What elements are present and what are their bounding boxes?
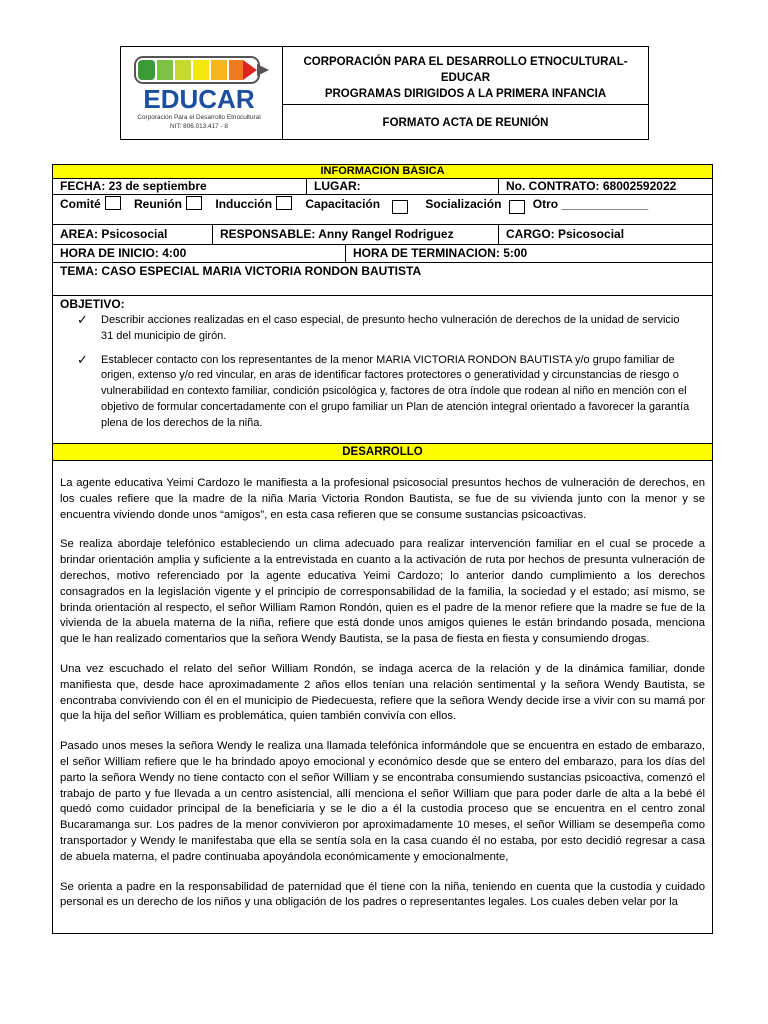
checkmark-icon: ✓ (77, 312, 88, 327)
induccion-checkbox[interactable] (276, 196, 292, 210)
development-paragraph: Se realiza abordaje telefónico estableciendo un clima adecuado para realizar intervención familiar en el cual se procede a brindar orientación amplia y suficiente a la entrevistada en cuanto a la activación de ruta por hechos de presunta vulneración de derechos, motivo referenciado por la agente educativa Yeimi Cardozo; lo anterior dando cumplimiento a los derechos consagrados en la legislación vigente y el principio de corresponsabilidad de la familia, la sociedad y el estado; así mismo, se brinda orientación al respecto, el señor William Ramon Rondón, quien es el padre de la menor refiere que la madre se fue de la vivienda de la abuela materna de la niña, refiere que está donde unos amigos quienes le están brindando posada, menciona que le han realizado comentarios que la señora Wendy Bautista, se la pasa de fiesta en fiesta y consumiendo drogas. (60, 538, 705, 646)
role-cell: CARGO: Psicosocial (506, 227, 625, 241)
topic-cell: TEMA: CASO ESPECIAL MARIA VICTORIA RONDON BAUTISTA (60, 264, 422, 278)
objective-item: ✓ Describir acciones realizadas en el caso especial, de presunto hecho vulneración de derechos de la unidad de servicio 31 del municipio de girón. (77, 312, 680, 342)
header-title-box (282, 46, 649, 140)
contract-cell: No. CONTRATO: 68002592022 (506, 179, 677, 193)
time-row (53, 245, 712, 263)
place-cell: LUGAR: (307, 179, 499, 194)
type-socializacion-label: Socialización (425, 197, 502, 211)
objective-label: OBJETIVO: (60, 297, 125, 311)
end-time-cell: HORA DE TERMINACION: 5:00 (353, 246, 528, 260)
development-paragraph: Una vez escuchado el relato del señor William Rondón, se indaga acerca de la relación y de la dinámica familiar, donde manifiesta que, desde hace aproximadamente 2 años ellos tenían una relación sentimental y la señora Wendy Bautista, se encontraba conviviendo con él en el municipio de Piedecuesta, refiere que la señora Wendy decide irse a vivir con su mamá por que la hija del señor William es problemática, quien también convivía con ellos. (60, 662, 705, 723)
objective-section (53, 296, 712, 444)
development-body (60, 476, 705, 925)
organization-title: CORPORACIÓN PARA EL DESARROLLO ETNOCULTURAL- EDUCAR PROGRAMAS DIRIGIDOS A LA PRIMERA INFANCIA (283, 47, 648, 105)
objective-item: ✓ Establecer contacto con los representantes de la menor MARIA VICTORIA RONDON BAUTISTA y/o grupo familiar de origen, extenso y/o red vincular, en aras de identificar factores protectores o generatividad y circunstancias de riesgo o vulnerabilidad en contexto familiar, condición psicológica y, factores de otra índole que rodean al niño en mención con el objetivo de formular concertadamente con el grupo familiar un Plan de atención integral orientado a favorecer la garantía plena de los derechos de la niña. (77, 351, 690, 429)
topic-row (53, 263, 712, 296)
start-time-cell: HORA DE INICIO: 4:00 (53, 245, 346, 262)
responsible-cell: RESPONSABLE: Anny Rangel Rodriguez (213, 225, 499, 244)
date-cell: FECHA: 23 de septiembre (53, 179, 307, 194)
educar-logo (121, 47, 281, 139)
development-paragraph: La agente educativa Yeimi Cardozo le manifiesta a la profesional psicosocial presuntos hechos de vulneración de derechos, en los cuales refiere que la madre de la niña Maria Victoria Rondon Bautista, se fue de su vivienda junto con la menor y se encuentra viviendo donde unos “amigos”, en esta casa refieren que se consume sustancias psicoactivas. (60, 477, 705, 521)
development-paragraph: Pasado unos meses la señora Wendy le realiza una llamada telefónica informándole que se encuentra en estado de embarazo, el señor William refiere que le ha brindado apoyo emocional y económico desde que se entero del embarazo, para los días del parto la señora Wendy no tiene contacto con el señor William y se encontraba consumiendo sustancias psicoactiva, comenzó el trabajo de parto y fue llevada a un centro asistencial, allí menciona el señor William que para poder darle de alta a la bebé él quedó como cuidador principal de la beneficiaria y se le dio a él la custodia proceso que se encuentra en el centro zonal Bucaramanga sur. Los padres de la menor convivieron por aproximadamente 10 meses, el señor William se desempeña como transportador y Wendy le manifestaba que ella se sentía sola en la casa cuando él no estaba, por esto decidió regresar a casa de abuela materna, el padre continuaba apoyándola económicamente y emocionalmente, (60, 740, 705, 863)
svg-text:NIT: 806.013.417 - 8: NIT: 806.013.417 - 8 (170, 123, 228, 130)
type-reunion-label: Reunión (134, 197, 183, 211)
comite-checkbox[interactable] (105, 196, 121, 210)
date-row (53, 179, 712, 195)
area-row (53, 225, 712, 245)
form-title: FORMATO ACTA DE REUNIÓN (382, 117, 549, 129)
type-induccion-label: Inducción (215, 197, 273, 211)
meeting-minutes-table (52, 164, 713, 934)
capacitacion-checkbox[interactable] (392, 200, 408, 214)
type-capacitacion-label: Capacitación (305, 197, 381, 211)
basic-info-header: INFORMACIÓN BÁSICA (53, 165, 712, 179)
logo-box (120, 46, 282, 140)
checkmark-icon: ✓ (77, 351, 88, 367)
development-paragraph: Se orienta a padre en la responsabilidad de paternidad que él tiene con la niña, teniendo en cuenta que la custodia y cuidado personal es un derecho de los niños y una obligación de los padres o representantes legales. Los cuales deben velar por la (60, 880, 705, 909)
development-header: DESARROLLO (53, 444, 712, 461)
type-otro-label: Otro _____________ (532, 197, 649, 211)
area-cell: AREA: Psicosocial (53, 225, 213, 244)
reunion-checkbox[interactable] (186, 196, 202, 210)
svg-text:EDUCAR: EDUCAR (143, 84, 255, 114)
meeting-type-row (53, 195, 712, 225)
socializacion-checkbox[interactable] (509, 200, 525, 214)
svg-text:Corporación Para el Desarrollo: Corporación Para el Desarrollo Etnocultural (137, 114, 261, 121)
objective-list (69, 313, 694, 440)
type-comite-label: Comité (60, 197, 101, 211)
